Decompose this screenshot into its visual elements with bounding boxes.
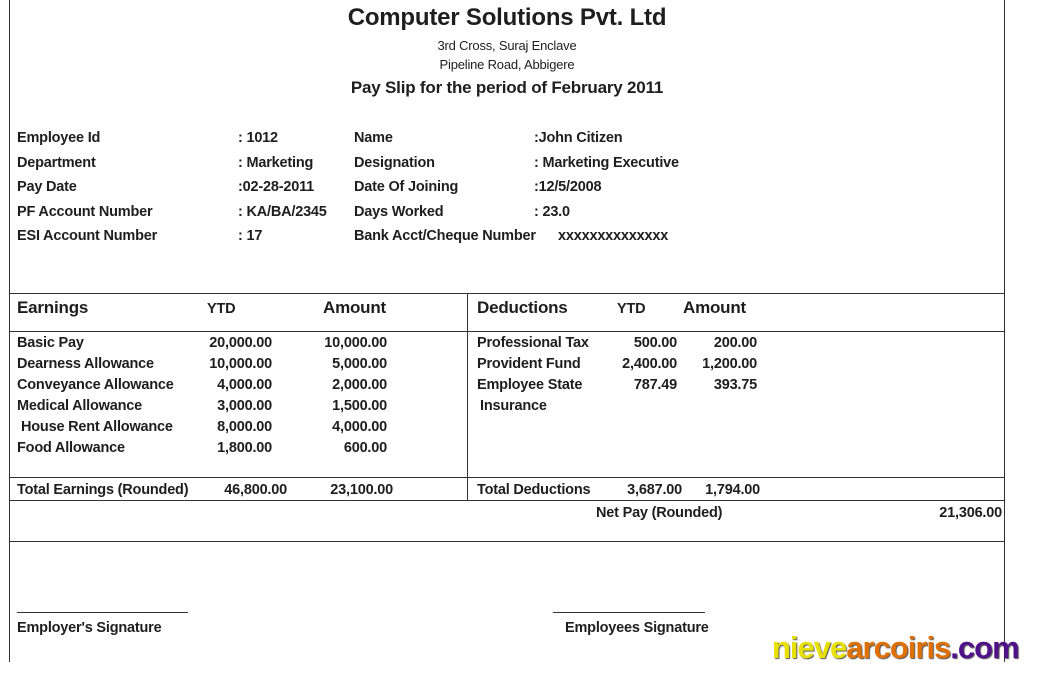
- pay-period-title: Pay Slip for the period of February 2011: [350, 78, 664, 97]
- deduction-ytd: 2,400.00: [622, 356, 677, 372]
- field-value: : KA/BA/2345: [238, 203, 327, 220]
- earning-ytd: 4,000.00: [217, 377, 272, 393]
- earning-name: House Rent Allowance: [21, 419, 173, 435]
- field-label: Days Worked: [354, 203, 444, 220]
- column-divider: [467, 293, 468, 500]
- field-label: Name: [354, 130, 393, 146]
- field-label: ESI Account Number: [17, 228, 158, 244]
- total-earnings-ytd: 46,800.00: [224, 482, 287, 498]
- earnings-header: Earnings: [17, 298, 89, 317]
- earning-name: Medical Allowance: [17, 398, 142, 414]
- field-value: :02-28-2011: [238, 179, 314, 195]
- earning-name: Basic Pay: [17, 335, 84, 351]
- earning-ytd: 20,000.00: [209, 335, 272, 351]
- earning-amount: 4,000.00: [332, 419, 387, 435]
- deductions-header: Deductions: [477, 298, 568, 317]
- earning-amount: 10,000.00: [324, 335, 387, 351]
- employer-signature-label: Employer's Signature: [17, 620, 162, 636]
- employee-signature-line: [553, 612, 705, 613]
- deductions-amount-header: Amount: [683, 298, 747, 317]
- total-deductions-label: Total Deductions: [477, 482, 591, 498]
- field-label: Employee Id: [17, 130, 101, 146]
- watermark-part: arcoiris: [846, 630, 951, 665]
- earning-ytd: 8,000.00: [217, 419, 272, 435]
- earnings-ytd-header: YTD: [207, 301, 236, 317]
- field-value: xxxxxxxxxxxxxx: [558, 228, 669, 244]
- field-label: Pay Date: [17, 179, 77, 195]
- earning-name: Dearness Allowance: [17, 356, 154, 372]
- divider: [9, 331, 1005, 332]
- divider: [9, 541, 1005, 542]
- field-value: : 1012: [238, 130, 278, 146]
- total-earnings-label: Total Earnings (Rounded): [17, 482, 189, 498]
- field-value: : Marketing: [238, 154, 314, 171]
- deduction-ytd: 787.49: [633, 377, 677, 393]
- total-deductions-ytd: 3,687.00: [627, 482, 682, 498]
- field-value: :John Citizen: [534, 130, 623, 146]
- earning-amount: 1,500.00: [332, 398, 387, 414]
- watermark-part: .com: [950, 630, 1019, 665]
- field-value: : 17: [238, 228, 263, 244]
- earning-amount: 600.00: [343, 440, 387, 456]
- field-value: :12/5/2008: [534, 179, 602, 195]
- field-label: Designation: [354, 154, 435, 171]
- deduction-name: Provident Fund: [477, 356, 581, 372]
- total-deductions-amount: 1,794.00: [705, 482, 760, 498]
- company-name: Computer Solutions Pvt. Ltd: [347, 4, 667, 31]
- field-label: PF Account Number: [17, 203, 153, 220]
- divider: [9, 477, 1005, 478]
- deduction-amount: 200.00: [713, 335, 757, 351]
- earning-name: Conveyance Allowance: [17, 377, 174, 393]
- net-pay-label: Net Pay (Rounded): [596, 505, 723, 521]
- field-label: Department: [17, 154, 96, 171]
- deduction-name: Professional Tax: [477, 335, 589, 351]
- earning-ytd: 3,000.00: [217, 398, 272, 414]
- earning-ytd: 1,800.00: [217, 440, 272, 456]
- deduction-amount: 393.75: [713, 377, 757, 393]
- deduction-name: Insurance: [480, 398, 547, 414]
- deduction-name: Employee State: [477, 377, 583, 393]
- field-label: Date Of Joining: [354, 179, 459, 195]
- earning-amount: 5,000.00: [332, 356, 387, 372]
- earning-ytd: 10,000.00: [209, 356, 272, 372]
- watermark-part: nieve: [772, 630, 847, 665]
- total-earnings-amount: 23,100.00: [330, 482, 393, 498]
- address-line-1: 3rd Cross, Suraj Enclave: [437, 38, 577, 53]
- field-value: : Marketing Executive: [534, 154, 679, 171]
- deduction-ytd: 500.00: [633, 335, 677, 351]
- employer-signature-line: [17, 612, 188, 613]
- address-line-2: Pipeline Road, Abbigere: [439, 57, 575, 72]
- earnings-amount-header: Amount: [323, 298, 387, 317]
- deductions-ytd-header: YTD: [617, 301, 646, 317]
- employee-signature-label: Employees Signature: [565, 620, 709, 636]
- earning-amount: 2,000.00: [332, 377, 387, 393]
- watermark-logo: [772, 630, 1019, 666]
- field-value: : 23.0: [534, 203, 570, 220]
- field-label: Bank Acct/Cheque Number: [354, 228, 536, 244]
- net-pay-value: 21,306.00: [939, 505, 1002, 521]
- divider: [9, 293, 1005, 294]
- divider: [9, 500, 1005, 501]
- deduction-amount: 1,200.00: [702, 356, 757, 372]
- earning-name: Food Allowance: [17, 440, 125, 456]
